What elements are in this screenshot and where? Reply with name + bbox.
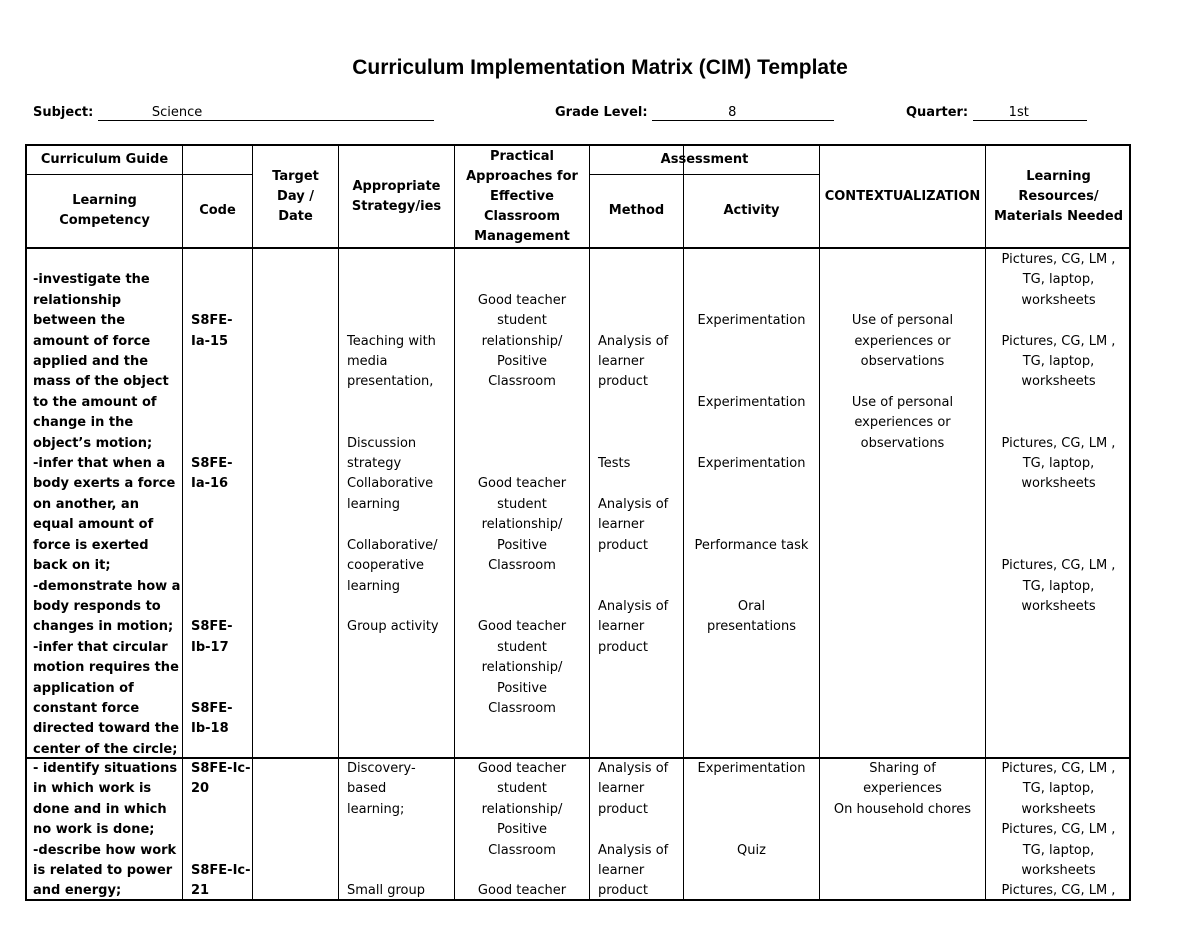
row1-contextualization: Use of personal experiences or observations Use of personal experiences or observations	[851, 313, 954, 451]
header-activity: Activity	[723, 203, 780, 218]
quarter-label: Quarter:	[906, 105, 969, 120]
col-rule	[338, 146, 339, 899]
header-code: Code	[199, 203, 236, 218]
col-rule	[252, 146, 253, 899]
row1-code: S8FE- Ia-15 S8FE- Ia-16 S8FE- Ib-17 S8FE- Ib-18	[191, 313, 233, 737]
row2-learning-resources: Pictures, CG, LM , TG, laptop, worksheets Pictures, CG, LM , TG, laptop, worksheets Pictures, CG, LM ,	[1001, 761, 1116, 899]
row2-contextualization: Sharing of experiences On household chores	[833, 761, 972, 817]
header-learning-competency: Learning Competency	[59, 193, 150, 228]
cim-table	[25, 144, 1131, 901]
col-rule	[589, 146, 590, 899]
grade-level-value: 8	[652, 106, 834, 121]
row2-practical-approaches: Good teacher student relationship/ Positive Classroom Good teacher	[477, 761, 567, 899]
header-bottom-rule	[27, 247, 1129, 249]
row2-code: S8FE-Ic- 20 S8FE-Ic- 21	[191, 761, 251, 899]
row1-method: Analysis of learner product Tests Analysis of learner product Analysis of learner product	[598, 333, 669, 655]
row1-practical-approaches: Good teacher student relationship/ Positive Classroom Good teacher student relationship/ Positive Classroom Good teacher student relationship/ Positive Classroom	[477, 292, 567, 716]
quarter-field	[906, 105, 1087, 121]
header-contextualization: CONTEXTUALIZATION	[824, 188, 981, 204]
subject-value: Science	[98, 106, 434, 121]
row1-learning-resources: Pictures, CG, LM , TG, laptop, worksheets Pictures, CG, LM , TG, laptop, worksheets Pictures, CG, LM , TG, laptop, worksheets Pictures, CG, LM , TG, laptop, worksheets	[1001, 252, 1116, 614]
header-method: Method	[608, 203, 665, 218]
subject-label: Subject:	[33, 105, 94, 120]
row2-strategy: Discovery- based learning; Small group	[347, 761, 425, 899]
header-assessment: Assessment	[660, 152, 749, 167]
subject-field	[33, 105, 434, 121]
quarter-value: 1st	[973, 106, 1087, 121]
document-title: Curriculum Implementation Matrix (CIM) Template	[352, 56, 848, 79]
header-practical-approaches: Practical Approaches for Effective Classroom Management	[466, 148, 578, 244]
row1-activity: Experimentation Experimentation Experimentation Performance task Oral presentations	[694, 313, 809, 635]
col-rule	[182, 146, 183, 899]
row2-method: Analysis of learner product Analysis of learner product	[598, 761, 669, 899]
header-curriculum-guide: Curriculum Guide	[40, 152, 169, 167]
row2-activity: Experimentation Quiz	[697, 761, 806, 858]
row1-learning-competency: -investigate the relationship between the amount of force applied and the mass of the object to the amount of change in the object’s motion; -infer that when a body exerts a force on another, an equal amount of force is exerted back on it; -demonstrate how a body responds to changes in motion; -infer that circular motion requires the application of constant force directed toward the center of the circle;	[33, 272, 181, 757]
header-strategy: Appropriate Strategy/ies	[351, 178, 442, 214]
row2-learning-competency: - identify situations in which work is done and in which no work is done; -describe how work is related to power and energy;	[33, 761, 178, 899]
row1-strategy: Teaching with media presentation, Discussion strategy Collaborative learning Collaborative/ cooperative learning Group activity	[347, 333, 439, 635]
header-learning-resources: Learning Resources/ Materials Needed	[993, 168, 1124, 224]
grade-level-field	[555, 105, 834, 121]
header-target-day: Target Day / Date	[272, 168, 319, 224]
grade-level-label: Grade Level:	[555, 105, 648, 120]
